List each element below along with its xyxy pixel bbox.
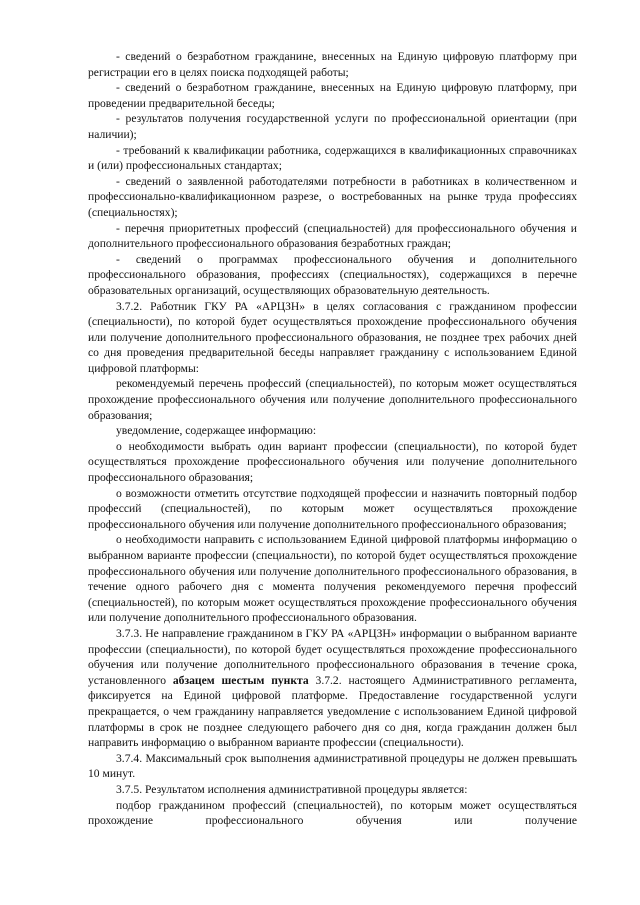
- paragraph-5: - сведений о заявленной работодателями потребности в работниках в количественном и профессионально-квалификационном разрезе, о востребованных на рынке труда профессиях (специальностях);: [88, 174, 577, 219]
- paragraph-9: рекомендуемый перечень профессий (специальностей), по которым может осуществляться прохождение профессионального обучения или получение дополнительного профессионального образования;: [88, 377, 577, 422]
- paragraph-3: - результатов получения государственной услуги по профессиональной ориентации (при наличии);: [88, 112, 577, 141]
- paragraph-3-7-3-start: 3.7.3. Не направление гражданином в ГКУ РА «АРЦЗН» информации о выбранном варианте профессии (специальности), по которой будет осуществляться прохождение профессионального обучения или получение дополнительного профессионального образования в течение срока, установленного: [88, 626, 577, 687]
- paragraph-3-7-5: 3.7.5. Результатом исполнения административной процедуры является:: [116, 782, 468, 796]
- paragraph-3-7-4: 3.7.4. Максимальный срок выполнения административной процедуры не должен превышать 10 минут.: [88, 751, 577, 781]
- paragraph-1: - сведений о безработном гражданине, внесенных на Единую цифровую платформу при регистрации его в целях поиска подходящей работы;: [88, 50, 577, 79]
- paragraph-2: - сведений о безработном гражданине, внесенных на Единую цифровую платформу, при проведении предварительной беседы;: [88, 81, 577, 110]
- paragraph-12: о возможности отметить отсутствие подходящей профессии и назначить повторный подбор профессий (специальностей), по которым может осуществляться прохождение профессионального обучения или получение дополнительного профессионального образования;: [88, 486, 577, 531]
- paragraph-4: - требований к квалификации работника, содержащихся в квалификационных справочниках и (или) профессиональных стандартах;: [88, 143, 577, 173]
- paragraph-7: - сведений о программах профессионального обучения и дополнительного профессионального образования, профессиях (специальностях), содержащихся в перечне образовательных организаций, осуществляющих образовательную деятельность.: [88, 252, 577, 297]
- paragraph-3-7-2: 3.7.2. Работник ГКУ РА «АРЦЗН» в целях согласования с гражданином профессии (специальности), по которой будет осуществляться прохождение профессионального обучения или получение дополнительного профессионального образования, не позднее трех рабочих дней со дня проведения предварительной беседы направляет гражданину с использованием Единой цифровой платформы:: [88, 299, 577, 375]
- paragraph-6: - перечня приоритетных профессий (специальностей) для профессионального обучения и дополнительного профессионального образования безработных граждан;: [88, 221, 577, 251]
- paragraph-final: подбор гражданином профессий (специальностей), по которым может осуществляться прохождение профессионального обучения или получение: [88, 798, 577, 828]
- paragraph-3-7-3-end: 3.7.2. настоящего Административного регламента, фиксируется на Единой цифровой платформе. Предоставление государственной услуги прекращается, о чем гражданину направляется уведомление с использованием Единой цифровой платформы в срок не позднее следующего рабочего дня со дня, когда гражданин должен был направить информацию о выбранном варианте профессии (специальности).: [88, 673, 578, 750]
- paragraph-13: о необходимости направить с использованием Единой цифровой платформы информацию о выбранном варианте профессии (специальности), по которой будет осуществляться прохождение профессионального обучения или получение дополнительного профессионального образования, в течение одного рабочего дня с момента получения рекомендуемого перечня профессий (специальностей), по которым может осуществляться прохождение профессионального обучения или получение дополнительного профессионального образования.: [88, 533, 577, 625]
- paragraph-10: уведомление, содержащее информацию:: [116, 424, 317, 438]
- paragraph-3-7-3-bold: абзацем шестым пункта: [172, 673, 309, 687]
- paragraph-3-7-3: [88, 626, 577, 751]
- paragraph-11: о необходимости выбрать один вариант профессии (специальности), по которой будет осуществляться прохождение профессионального обучения или получение дополнительного профессионального образования;: [88, 439, 577, 485]
